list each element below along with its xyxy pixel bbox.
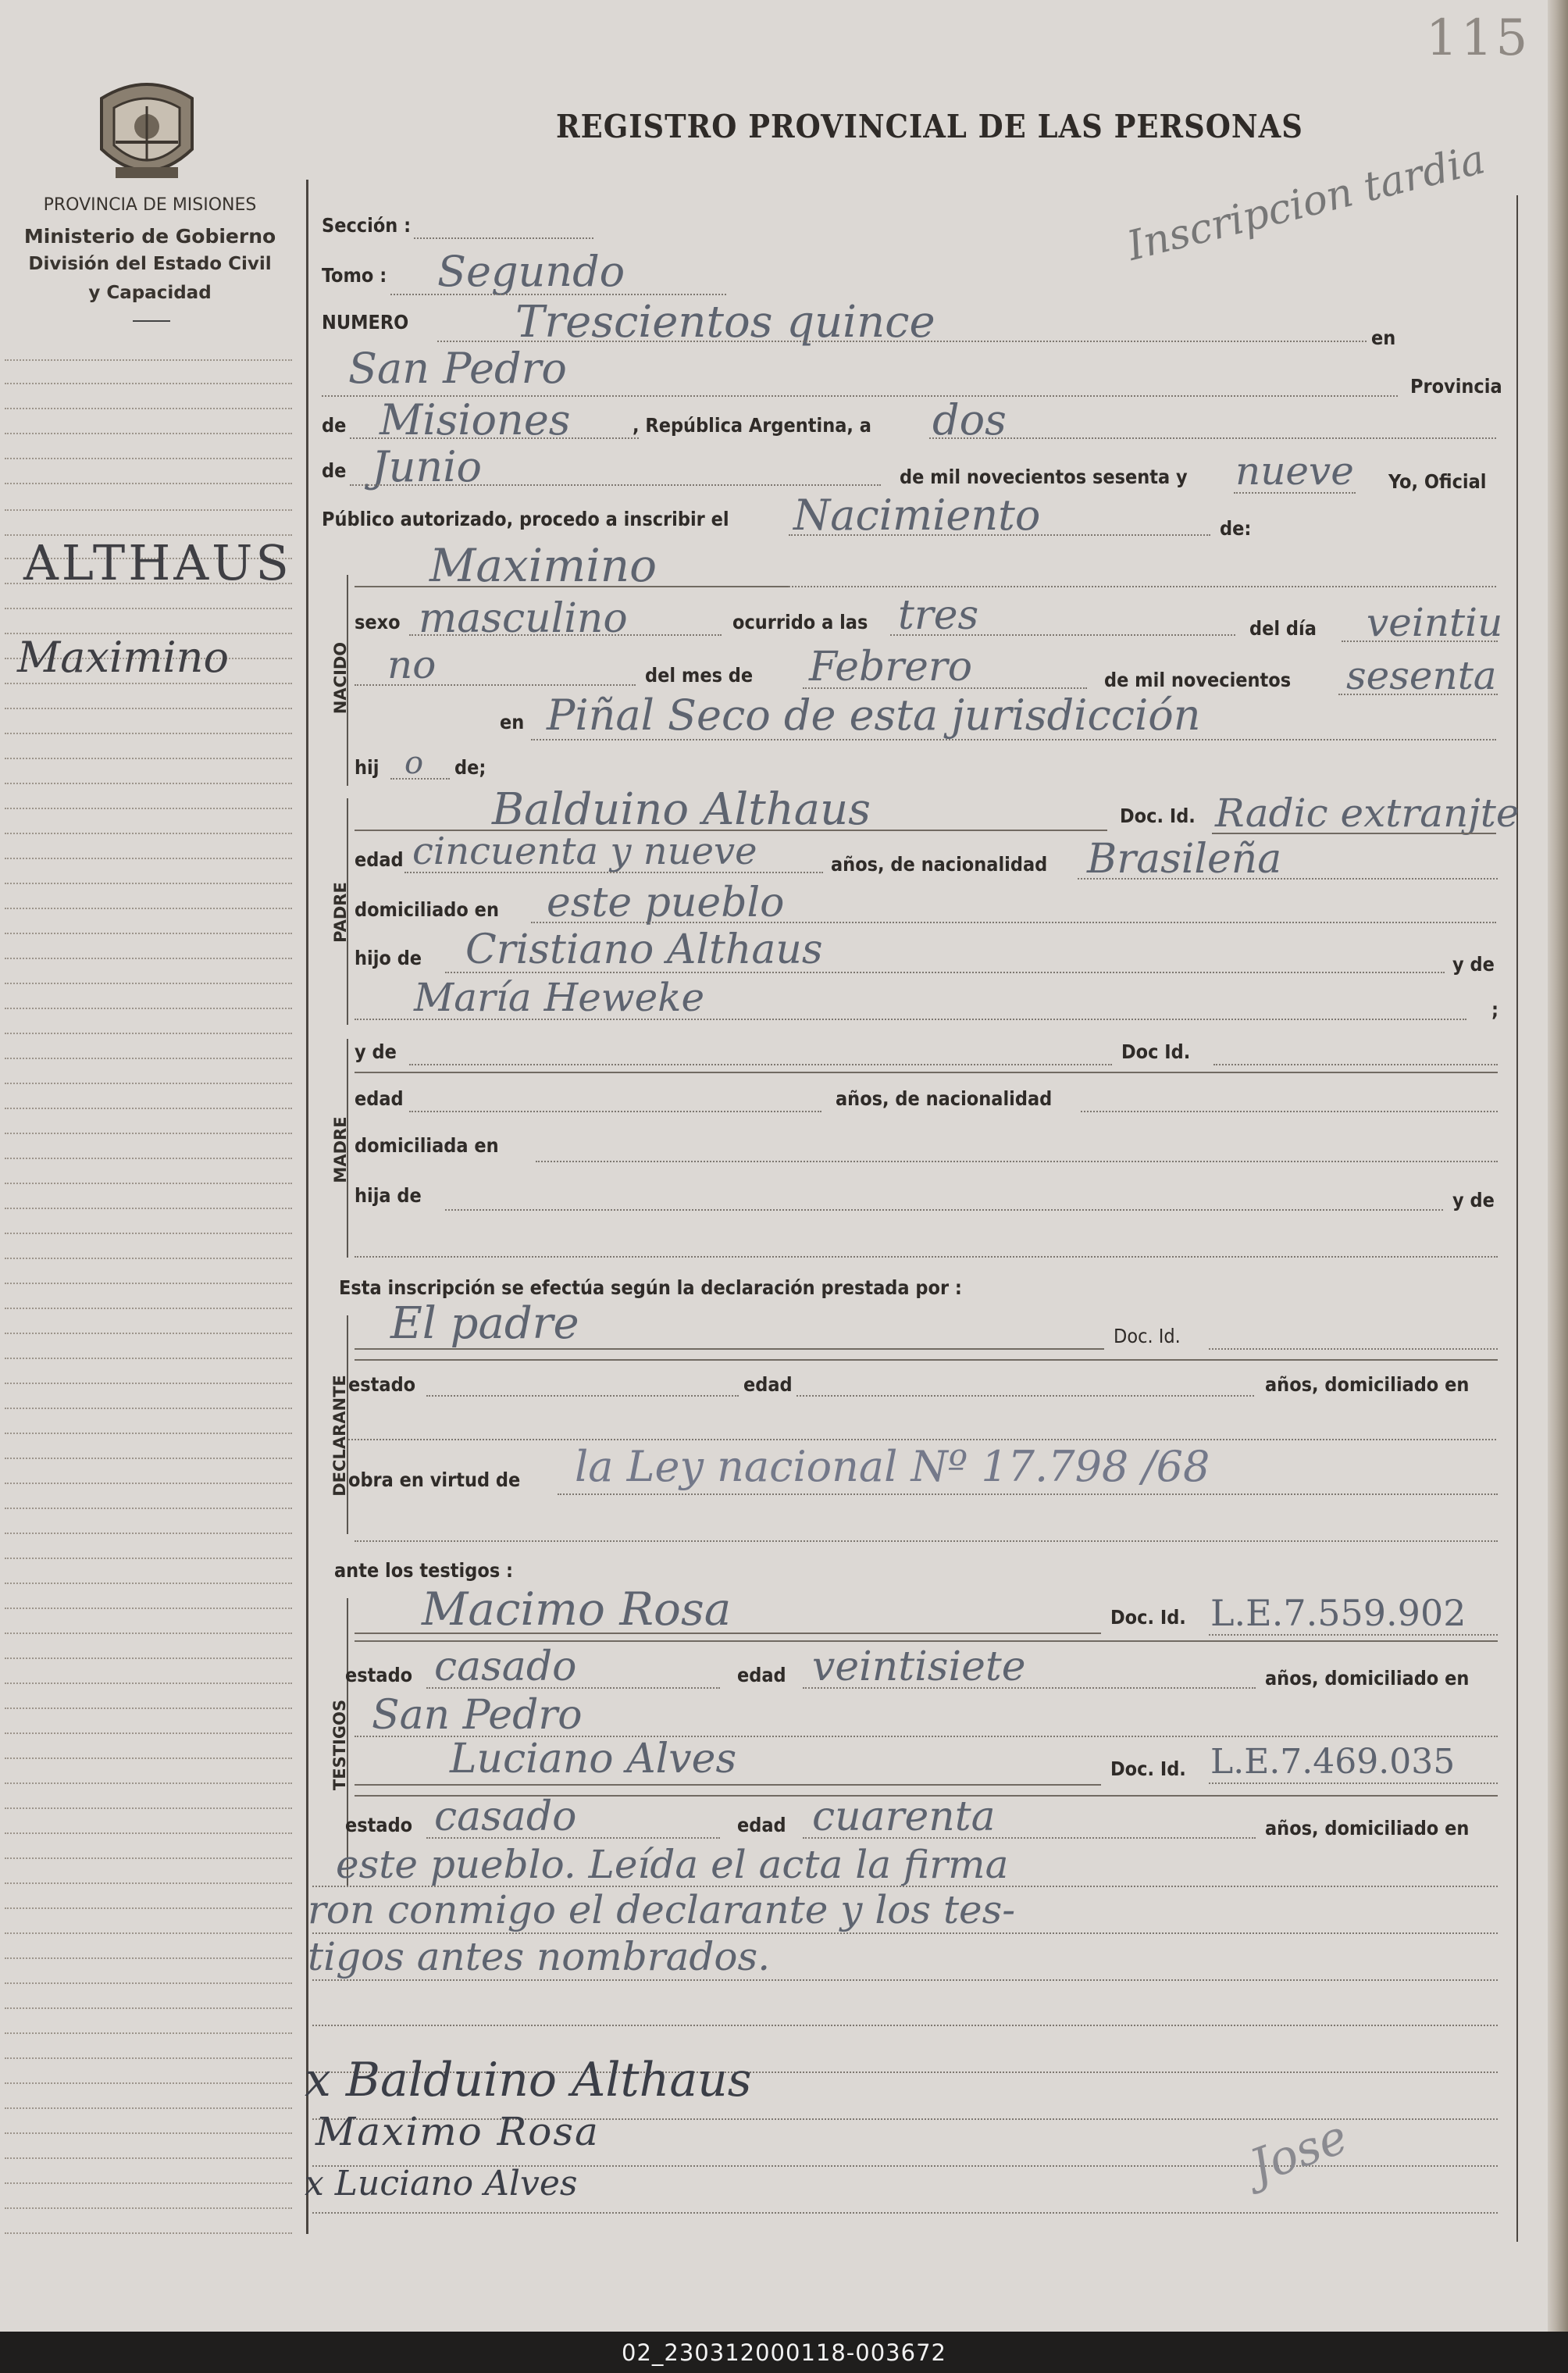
testigo1-edad-value[interactable]: veintisiete [812,1643,1026,1690]
section-padre: PADRE [331,882,350,943]
closing-line-3[interactable]: tigos antes nombrados. [308,1934,771,1979]
dia-nac-value-2[interactable]: no [387,642,437,687]
document-title: REGISTRO PROVINCIAL DE LAS PERSONAS [556,108,1303,145]
label-y-de-madre-2: y de [1452,1189,1495,1211]
closing-line-1[interactable]: este pueblo. Leída el acta la firma [336,1842,1009,1887]
label-doc-id-padre: Doc. Id. [1120,805,1196,827]
label-anos-nac-madre: años, de nacionalidad [836,1087,1053,1110]
padre-nombre-value[interactable]: Balduino Althaus [492,784,871,835]
signature-testigo-2: x Luciano Alves [305,2164,578,2204]
label-publico: Público autorizado, procedo a inscribir el [322,508,729,530]
lugar-nac-value[interactable]: Piñal Seco de esta jurisdicción [547,690,1201,740]
section-madre: MADRE [331,1116,350,1183]
signature-testigo-1: Maximo Rosa [315,2109,600,2154]
testigo2-doc-value[interactable]: L.E.7.469.035 [1210,1742,1456,1782]
label-hijo-de: hijo de [355,947,422,969]
signature-declarante: x Balduino Althaus [305,2053,752,2107]
signature-oficial: Jose [1242,2109,1355,2195]
dia-nac-value[interactable]: veintiu [1367,600,1503,645]
acto-value[interactable]: Nacimiento [793,491,1041,540]
label-edad-padre: edad [355,848,404,871]
label-doc-id-testigo2: Doc. Id. [1110,1757,1186,1780]
label-edad-madre: edad [355,1087,404,1110]
label-ante-testigos: ante los testigos : [334,1559,514,1582]
hora-value[interactable]: tres [898,592,979,639]
label-mil-nov: de mil novecientos sesenta y [900,466,1188,488]
label-doc-id-declarante: Doc. Id. [1114,1325,1181,1347]
ley-value[interactable]: la Ley nacional Nº 17.798 /68 [575,1442,1210,1491]
mes-nac-value[interactable]: Febrero [809,644,973,690]
division-label-2: y Capacidad [88,283,212,303]
label-en-lugar: en [500,711,525,733]
label-edad-declarante: edad [743,1373,793,1396]
label-republica: , República Argentina, a [633,414,871,437]
margin-given-name: Maximino [17,633,229,682]
anio-nac-value[interactable]: sesenta [1346,653,1497,698]
label-estado-testigo2: estado [345,1814,413,1836]
testigo2-edad-value[interactable]: cuarenta [812,1793,996,1840]
label-sexo: sexo [355,611,401,633]
label-ocurrido: ocurrido a las [732,611,868,633]
section-nacido: NACIDO [331,641,350,715]
label-hija-de: hija de [355,1184,422,1207]
label-de-mes: de [322,459,347,482]
image-id-footer: 02_230312000118-003672 [0,2332,1568,2373]
testigo1-value[interactable]: Macimo Rosa [422,1583,732,1636]
numero-value[interactable]: Trescientos quince [515,297,935,348]
anio-value[interactable]: nueve [1235,448,1354,494]
mes-value[interactable]: Junio [372,442,482,491]
section-declarante: DECLARANTE [330,1375,349,1497]
label-y-de-madre: y de [355,1040,397,1063]
label-edad-testigo1: edad [737,1664,786,1686]
label-domiciliada-madre: domiciliada en [355,1134,499,1157]
label-provincia: Provincia [1410,375,1502,398]
declarante-value[interactable]: El padre [390,1298,579,1349]
dia-value[interactable]: dos [932,395,1007,444]
label-anos-dom-declarante: años, domiciliado en [1265,1373,1470,1396]
testigo1-estado-value[interactable]: casado [434,1643,577,1690]
label-edad-testigo2: edad [737,1814,786,1836]
ministry-label: Ministerio de Gobierno [23,225,276,248]
abuelo-value[interactable]: Cristiano Althaus [465,926,823,973]
label-inscripcion: Esta inscripción se efectúa según la declaración prestada por : [339,1276,962,1299]
label-en: en [1371,327,1396,349]
margin-surname: ALTHAUS [23,534,292,591]
label-doc-id-madre: Doc Id. [1121,1040,1191,1063]
label-seccion: Sección : [322,214,412,237]
label-del-dia: del día [1249,617,1317,640]
testigo2-estado-value[interactable]: casado [434,1793,577,1840]
page-number: 115 [1426,9,1531,67]
padre-dom-value[interactable]: este pueblo [547,880,785,926]
page-edge [1548,0,1568,2332]
testigo1-dom-value[interactable]: San Pedro [372,1692,583,1739]
label-domiciliado-padre: domiciliado en [355,898,499,921]
testigo1-doc-value[interactable]: L.E.7.559.902 [1210,1592,1466,1634]
province-label: PROVINCIA DE MISIONES [43,195,257,215]
label-y-de-padre: y de [1452,953,1495,976]
abuela-value[interactable]: María Heweke [414,975,705,1020]
label-de-mil-nov: de mil novecientos [1104,669,1292,691]
padre-doc-value[interactable]: Radic extranjte [1215,790,1520,836]
label-yo-oficial: Yo, Oficial [1388,470,1487,493]
nombre-value[interactable]: Maximino [429,539,657,592]
label-estado-declarante: estado [348,1373,416,1396]
label-anos-dom-testigo2: años, domiciliado en [1265,1817,1470,1840]
padre-nac-value[interactable]: Brasileña [1087,836,1282,883]
padre-edad-value[interactable]: cincuenta y nueve [412,830,757,873]
closing-line-2[interactable]: ron conmigo el declarante y los tes- [308,1887,1016,1932]
label-de-colon: de: [1220,517,1252,540]
label-obra: obra en virtud de [348,1468,521,1491]
tomo-value[interactable]: Segundo [437,247,625,296]
label-tomo: Tomo : [322,264,387,287]
label-de: de [322,414,347,437]
inscription-stamp: Inscripcion tardia [1122,136,1490,270]
label-doc-id-testigo1: Doc. Id. [1110,1606,1186,1629]
label-hijo: hij [355,756,380,779]
section-testigos: TESTIGOS [330,1699,349,1791]
lugar-value[interactable]: San Pedro [348,344,567,393]
sexo-value[interactable]: masculino [419,595,628,642]
provincial-seal-icon [92,75,201,192]
hijo-o-value[interactable]: o [404,745,424,781]
label-semicolon: ; [1491,998,1499,1021]
label-anos-nac-padre: años, de nacionalidad [831,853,1048,876]
division-label: División del Estado Civil [28,254,272,274]
testigo2-value[interactable]: Luciano Alves [450,1736,737,1782]
label-de-semicolon: de; [454,756,486,779]
label-del-mes: del mes de [645,664,754,687]
label-anos-dom-testigo1: años, domiciliado en [1265,1667,1470,1690]
label-numero: NUMERO [322,311,409,334]
label-estado-testigo1: estado [345,1664,413,1686]
provincia-value[interactable]: Misiones [380,395,571,444]
